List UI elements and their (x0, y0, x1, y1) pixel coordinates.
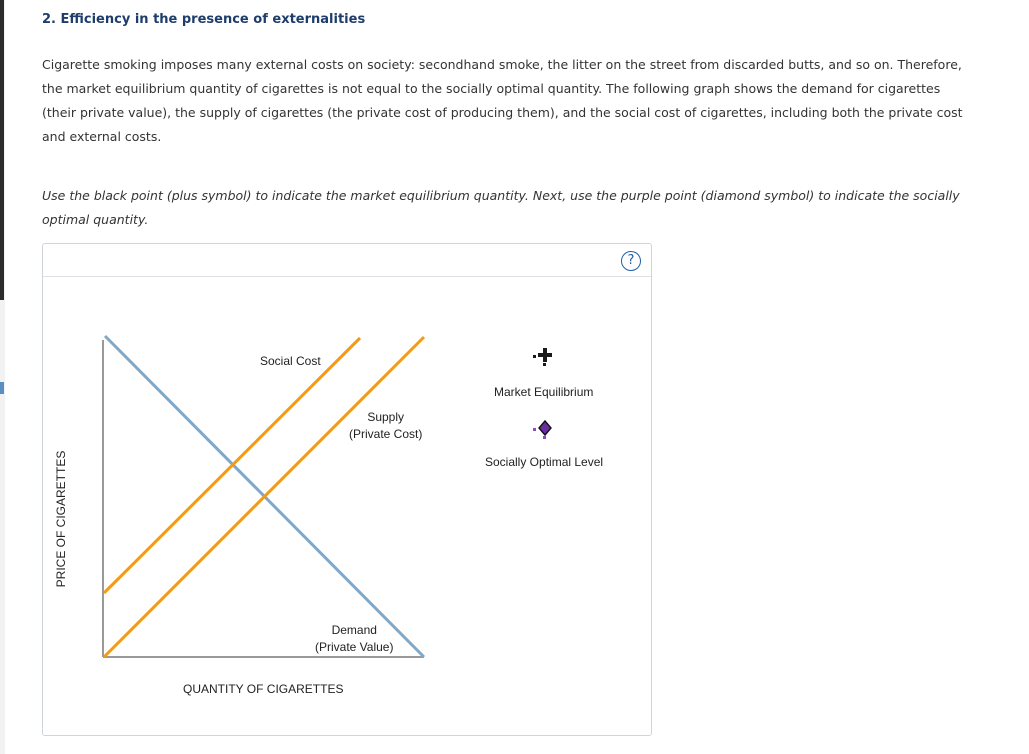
supply-label (349, 409, 422, 443)
market-equilibrium-label: Market Equilibrium (494, 385, 594, 399)
graph-canvas[interactable] (43, 244, 651, 735)
supply-label-line1: Supply (367, 410, 405, 424)
demand-label (315, 622, 393, 656)
plus-icon[interactable] (538, 348, 552, 362)
market-equilibrium-handle[interactable] (533, 355, 536, 358)
market-equilibrium-tail (543, 363, 546, 366)
left-nav-marker (0, 382, 4, 394)
market-equilibrium-tool[interactable] (533, 348, 552, 366)
demand-label-line1: Demand (331, 623, 377, 637)
socially-optimal-tail (543, 436, 546, 439)
diamond-icon[interactable] (539, 421, 551, 435)
left-nav-strip (0, 0, 4, 300)
help-button[interactable]: ? (621, 251, 641, 271)
demand-label-line2: (Private Value) (315, 640, 394, 654)
socially-optimal-handle[interactable] (533, 428, 536, 431)
x-axis-label: QUANTITY OF CIGARETTES (183, 682, 344, 696)
y-axis-label: PRICE OF CIGARETTES (54, 450, 68, 588)
question-instruction: Use the black point (plus symbol) to indicate the market equilibrium quantity. Next, use the purple point (diamond symbol) to indicate the socially optimal quantity. (42, 188, 960, 227)
graph-tool (42, 243, 652, 736)
socially-optimal-label: Socially Optimal Level (485, 455, 604, 469)
question-title: 2. Efficiency in the presence of externalities (42, 12, 366, 27)
social-cost-label: Social Cost (260, 354, 321, 368)
socially-optimal-tool[interactable] (533, 421, 551, 439)
question-paragraph: Cigarette smoking imposes many external costs on society: secondhand smoke, the litter on the street from discarded butts, and so on. Therefore, the market equilibrium quantity of cigarettes is not equal to the socially optimal quantity. The following graph shows the demand for cigarettes (their private value), the supply of cigarettes (the private cost of producing them), and the social cost of cigarettes, including both the private cost and external costs. (42, 57, 963, 144)
supply-label-line2: (Private Cost) (349, 427, 423, 441)
